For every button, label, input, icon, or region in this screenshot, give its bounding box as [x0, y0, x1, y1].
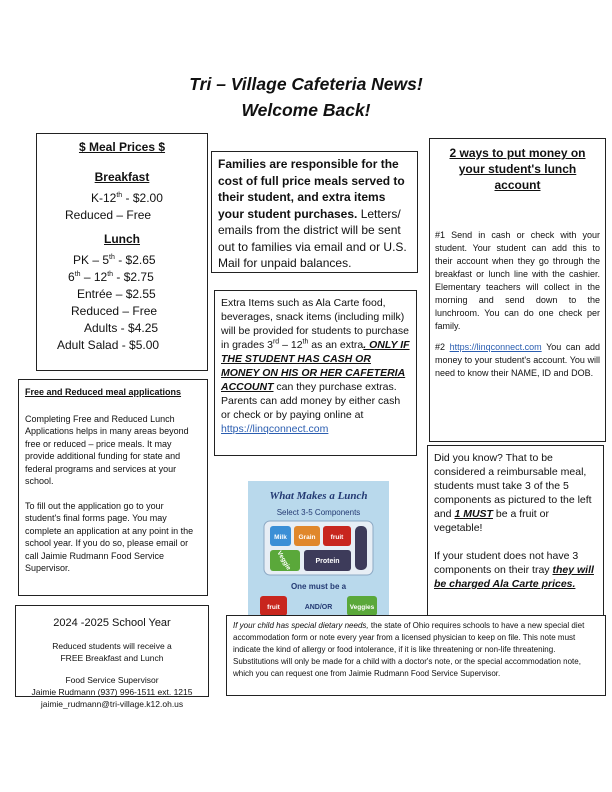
supervisor-title: Food Service Supervisor — [65, 675, 159, 685]
price-pk5: PK – 5th - $2.65 — [73, 253, 156, 267]
graphic-title: What Makes a Lunch — [269, 490, 368, 502]
payment-methods-box — [429, 138, 606, 442]
page-title: Tri – Village Cafeteria News! — [189, 74, 423, 94]
did-you-know-box — [427, 445, 604, 618]
price-breakfast-reduced: Reduced – Free — [65, 208, 152, 222]
families-bold-text: Families are responsible for the cost of full price meals served to their student, and extra items your student purchases. — [218, 157, 405, 221]
extra-items-emphasis: . ONLY IF THE STUDENT HAS CASH OR MONEY ON HIS OR HER CAFETERIA ACCOUNT — [221, 339, 410, 393]
special-diet-text: the state of Ohio requires schools to have a new special diet accommodation form or note every year from a licensed physician to keep on file. This note must indicate the kind of allergy or food intolerance, if it is like threatening or non-life threatening. Substitutions will only be made for a child with a doctor's note, or the special accommodation note, which you can request one from Jaimie Rudmann Food Service Supervisor. — [233, 621, 585, 678]
lunch-components-illustration — [248, 481, 389, 624]
veggie-label: Veggie — [275, 549, 292, 572]
meal-prices-heading: $ Meal Prices $ — [78, 140, 166, 154]
supervisor-contact: Jaimie Rudmann (937) 996-1511 ext. 1215 — [31, 687, 193, 697]
payment-methods-heading: 2 ways to put money on your student's lunch account — [449, 146, 586, 192]
did-you-know-para1: Did you know? That to be considered a reimbursable meal, students must take 3 of the 5 components as pictured to the left and 1 MUST be a fruit or vegetable! — [434, 452, 592, 534]
free-reduced-para2: To fill out the application go to your student's final forms page. You may complete an application at any point in the school year. If you do so, please email or call Jaimie Rudmann Food Service Supervisor. — [25, 500, 194, 573]
families-plain-text: Letters/ emails from the district will be sent out to families via email and or U.S. Mail for unpaid balances. — [218, 206, 407, 270]
free-reduced-heading: Free and Reduced meal applications — [25, 387, 182, 397]
did-you-know-para2: If your student does not have 3 components on their tray they will be charged Ala Carte prices. — [434, 550, 594, 590]
price-lunch-reduced: Reduced – Free — [71, 304, 158, 318]
graphic-subtitle: Select 3-5 Components — [276, 508, 361, 517]
linqconnect-link-extra[interactable]: https://linqconnect.com — [221, 423, 329, 435]
what-makes-a-lunch-graphic — [248, 481, 389, 624]
special-diet-box — [226, 615, 606, 696]
milk-label: Milk — [274, 534, 287, 541]
linqconnect-link[interactable]: https://linqconnect.com — [449, 342, 542, 352]
fruit-label-2: fruit — [267, 604, 280, 611]
price-adult-salad: Adult Salad - $5.00 — [57, 338, 160, 352]
price-k12: K-12th - $2.00 — [91, 191, 163, 205]
price-adults: Adults - $4.25 — [84, 321, 159, 335]
page-subtitle: Welcome Back! — [241, 100, 371, 120]
reduced-line-2: FREE Breakfast and Lunch — [60, 653, 164, 663]
meal-prices-box — [36, 133, 208, 371]
extra-items-box: Extra Items such as Ala Carte food, beverages, snack items (including milk) will be provided for students to purchase in grades 3rd – 12th as an extra. ONLY IF THE STUDENT HAS CASH OR MONEY ON HIS OR HER CAFETERIA ACCOUNT can they purchase extras. Parents can add money by either cash or check or by paying online at https://linqconnect.com — [214, 290, 417, 456]
protein-label: Protein — [315, 558, 340, 565]
breakfast-heading: Breakfast — [94, 170, 150, 184]
andor-text: AND/OR — [304, 604, 333, 611]
price-entree: Entrée – $2.55 — [77, 287, 156, 301]
special-diet-italic: If your child has special dietary needs, — [233, 621, 369, 630]
lunch-heading: Lunch — [104, 232, 140, 246]
grain-label: Grain — [298, 534, 316, 541]
payment-option-2: #2 https://linqconnect.com You can add money to your student's account. You will need to know their NAME, ID and DOB. — [435, 342, 600, 378]
reduced-line-1: Reduced students will receive a — [52, 641, 172, 651]
must-be-text: One must be a — [290, 582, 347, 591]
free-reduced-box — [18, 379, 208, 596]
school-year-heading: 2024 -2025 School Year — [53, 617, 171, 629]
school-year-box — [15, 605, 209, 709]
supervisor-email[interactable]: jaimie_rudmann@tri-village.k12.oh.us — [40, 699, 184, 709]
payment-option-1: #1 Send in cash or check with your student. Your student can add this to their account when they go through the breakfast or lunch line with the cashier. Elementary teachers will collect in the morning and send down to the lunchroom. You can do one check per family. — [435, 230, 600, 331]
families-responsibility-box — [211, 151, 418, 273]
price-6-12: 6th – 12th - $2.75 — [68, 270, 154, 284]
utensil-slot — [355, 526, 367, 570]
veggies-label: Veggies — [349, 604, 375, 611]
free-reduced-para1: Completing Free and Reduced Lunch Applications helps in many areas beyond free or reduced – price meals. It may provide additional funding for state and federal programs and services at your school. — [25, 413, 189, 486]
fruit-label: fruit — [330, 534, 344, 541]
